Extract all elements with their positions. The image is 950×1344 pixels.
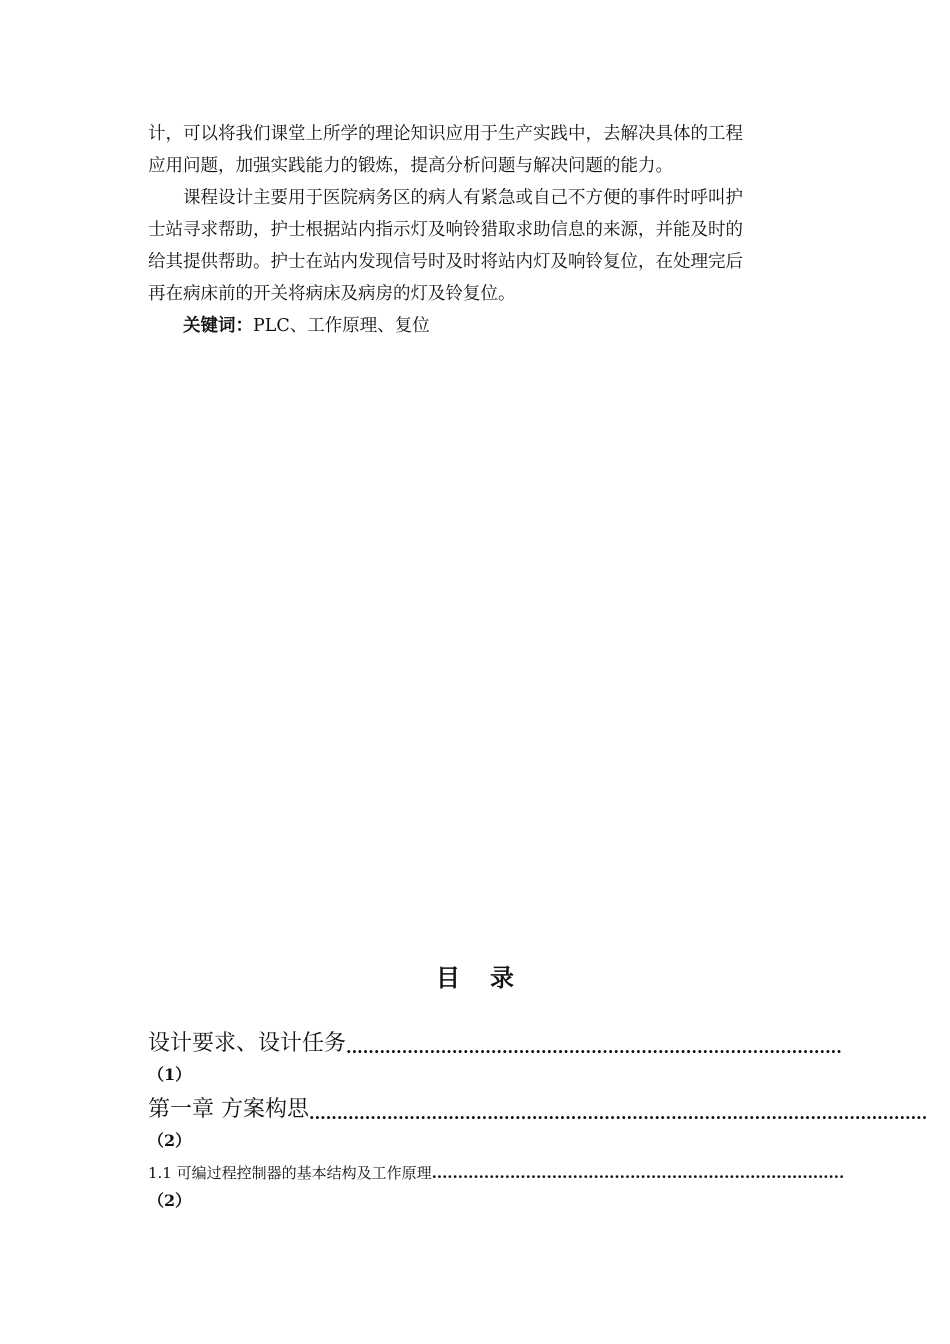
keywords-line bbox=[183, 310, 430, 342]
toc-leader-dots: ......................................................................................... bbox=[346, 1038, 842, 1057]
body-line-4: 士站寻求帮助，护士根据站内指示灯及响铃猎取求助信息的来源，并能及时的 bbox=[148, 220, 743, 240]
toc-entry-design-requirements[interactable] bbox=[148, 1024, 842, 1090]
toc-entry-text: 第一章 方案构思 bbox=[148, 1097, 309, 1122]
abstract-body bbox=[148, 118, 808, 310]
toc-page-number: （1） bbox=[148, 1065, 192, 1084]
toc-entry-text: 1.1 可编过程控制器的基本结构及工作原理 bbox=[148, 1164, 432, 1182]
body-line-3: 课程设计主要用于医院病务区的病人有紧急或自己不方便的事件时呼叫护 bbox=[183, 188, 743, 208]
toc-title: 目录 bbox=[436, 963, 544, 992]
toc-entry-text: 设计要求、设计任务 bbox=[148, 1031, 347, 1056]
body-line-1: 计，可以将我们课堂上所学的理论知识应用于生产实践中，去解决具体的工程 bbox=[148, 124, 743, 144]
toc-leader-dots: ............................................................................... bbox=[431, 1164, 845, 1182]
toc-page-number: （2） bbox=[148, 1131, 192, 1150]
body-line-2: 应用问题，加强实践能力的锻炼，提高分析问题与解决问题的能力。 bbox=[148, 156, 673, 176]
toc-entry-section-1-1[interactable] bbox=[148, 1156, 845, 1216]
toc-page-number: （2） bbox=[148, 1191, 192, 1210]
body-line-6: 再在病床前的开关将病床及病房的灯及铃复位。 bbox=[148, 284, 516, 304]
table-of-contents bbox=[148, 1024, 928, 1216]
toc-entry-chapter-1[interactable] bbox=[148, 1090, 928, 1156]
keywords-value: PLC、工作原理、复位 bbox=[253, 316, 430, 336]
keywords-label: 关键词： bbox=[183, 316, 253, 336]
toc-leader-dots: ............................................................................................................... bbox=[309, 1104, 928, 1123]
body-line-5: 给其提供帮助。护士在站内发现信号时及时将站内灯及响铃复位，在处理完后 bbox=[148, 252, 743, 272]
